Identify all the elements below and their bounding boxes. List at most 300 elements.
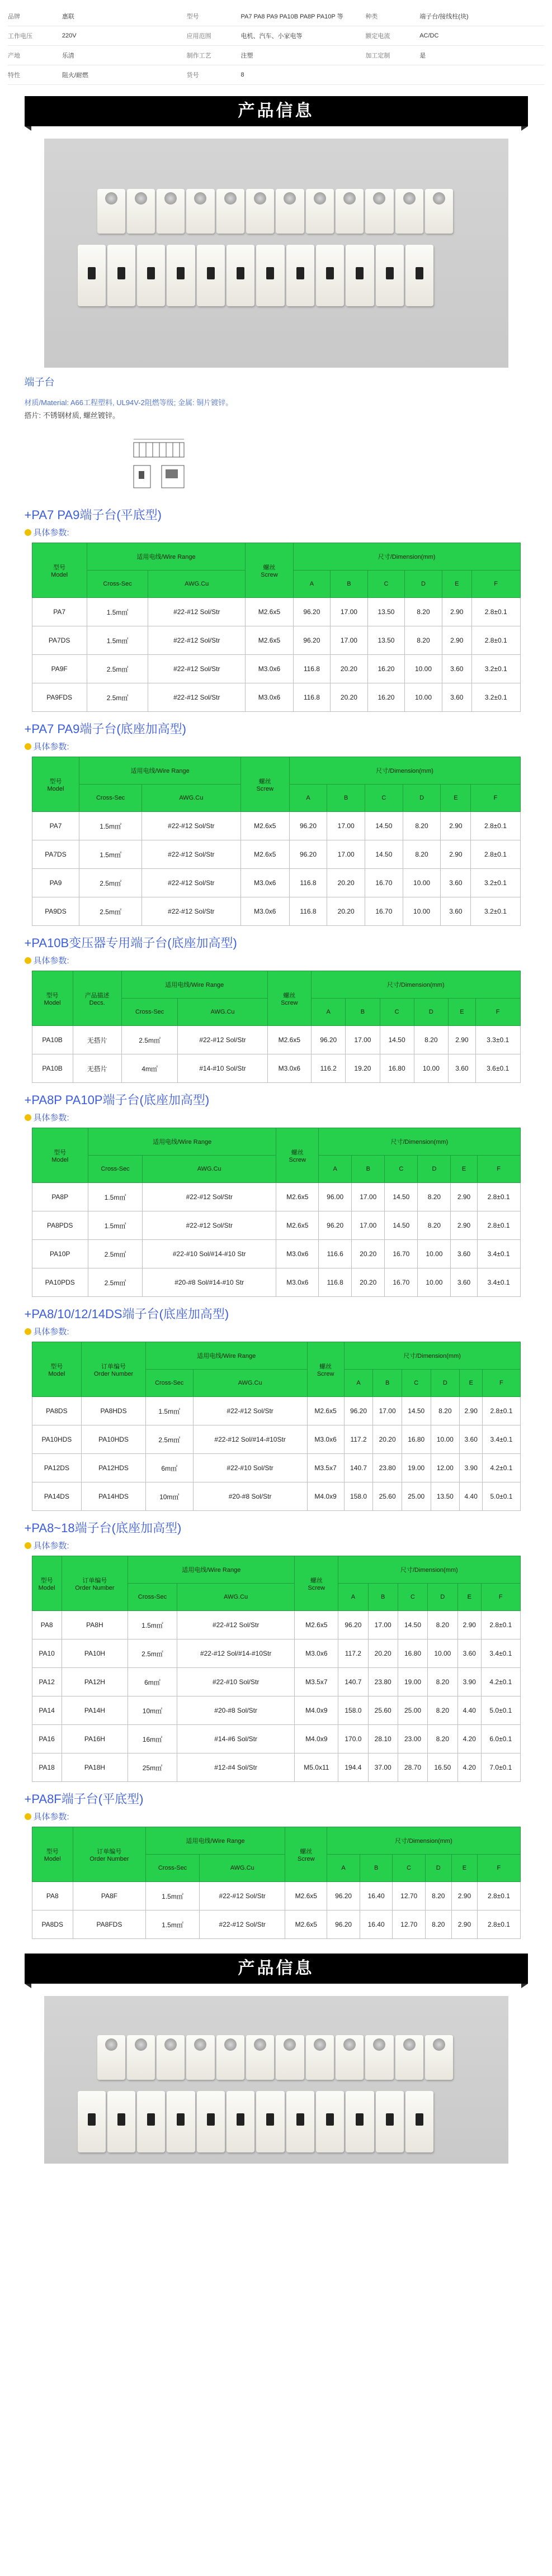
table-cell: 2.5m㎡ [145,1425,193,1454]
header-label-en: Order Number [75,1584,115,1591]
terminal-cell [246,2035,274,2080]
table-header [307,1342,344,1397]
table-subheader: A [312,999,346,1026]
table-cell: #22-#12 Sol/Str [143,1183,276,1211]
table-cell: 116.2 [312,1054,346,1083]
table-row [32,1753,520,1782]
table-subheader: B [373,1370,402,1397]
screw-head [284,2038,296,2051]
header-label: 螺丝 [310,1577,323,1584]
table-cell: 4.40 [457,1696,482,1725]
product-photo [44,139,508,368]
table-cell: 14.50 [398,1611,427,1639]
table-cell: #22-#12 Sol/Str [141,812,240,840]
terminal-cell [78,2091,106,2152]
section-subtitle-text: 具体参数: [33,528,69,538]
table-subheader: Cross-Sec [128,1584,177,1611]
attribute-value: PA7 PA8 PA9 PA10B PA8P PA10P 等 [240,13,343,20]
screw-head [284,192,296,205]
wire-hole [147,267,155,279]
section-title: +PA8P PA10P端子台(底座加高型) [24,1093,210,1107]
wire-hole [266,267,274,279]
table-cell: 10.00 [414,1054,448,1083]
table-row [32,1425,520,1454]
screw-head [433,192,445,205]
table-cell: 7.0±0.1 [482,1753,520,1782]
table-cell: 4m㎡ [121,1054,178,1083]
terminal-cell [186,189,214,234]
screw-head [194,2038,206,2051]
table-cell: PA9FDS [32,683,87,712]
table-cell: #22-#12 Sol/Str [148,598,246,626]
table-subheader: B [368,1584,398,1611]
header-label-en: Order Number [89,1855,129,1862]
table-cell: 116.6 [319,1240,352,1268]
table-cell: PA12DS [32,1454,82,1482]
table-cell: 96.20 [312,1026,346,1054]
terminal-strip-bottom-back [97,2035,455,2080]
table-header [73,971,121,1026]
header-label: 尺寸/Dimension(mm) [395,1838,452,1845]
table-cell: 2.8±0.1 [471,626,520,655]
table-header [32,1556,62,1611]
product-intro [25,374,528,498]
table-cell: PA14H [62,1696,128,1725]
table-cell: 20.20 [352,1240,385,1268]
table-cell: 14.50 [365,840,403,869]
header-label: 螺丝 [300,1848,313,1855]
bullet-icon [25,1114,31,1121]
table-cell: 5.0±0.1 [483,1482,520,1511]
attribute-table [0,0,552,85]
table-cell: 2.90 [451,1211,477,1240]
table-subheader: E [451,1156,477,1183]
screw-head [314,192,326,205]
table-subheader: F [471,571,520,598]
table-cell: 194.4 [338,1753,368,1782]
table-row [32,1910,520,1939]
table-cell: 8.20 [405,598,442,626]
table-header [121,971,267,999]
header-label-en: Model [44,999,61,1006]
terminal-strip-bottom-front [78,2091,436,2152]
table-header [32,543,87,598]
table-subheader: D [403,785,441,812]
table-header [145,1342,307,1370]
table-cell: #22-#10 Sol/Str [193,1454,307,1482]
wire-hole [207,267,215,279]
table-cell: M3.0x6 [267,1054,312,1083]
table-cell: 2.5m㎡ [88,1268,142,1297]
terminal-cell [306,2035,334,2080]
table-cell: 2.8±0.1 [471,812,520,840]
header-label-en: Model [48,1370,65,1377]
table-cell: 16.80 [398,1639,427,1668]
table-row [32,1183,520,1211]
wire-hole [326,267,334,279]
table-row [32,626,520,655]
table-cell: 1.5m㎡ [145,1910,199,1939]
table-row [32,1882,520,1910]
table-cell: #22-#12 Sol/#14-#10Str [177,1639,295,1668]
table-cell: 96.20 [338,1611,368,1639]
table-cell: 10.00 [418,1268,451,1297]
product-photo-bottom [44,1996,508,2164]
table-cell: M3.0x6 [276,1240,319,1268]
header-label: 型号 [49,778,62,785]
table-cell: 16.20 [367,655,405,683]
table-cell: M3.0x6 [276,1268,319,1297]
table-cell: 2.90 [442,598,471,626]
table-cell: 6.0±0.1 [482,1725,520,1753]
table-cell: PA9DS [32,897,79,926]
table-cell: M4.0x9 [295,1725,338,1753]
table-subheader: Cross-Sec [88,1156,142,1183]
table-header [32,971,73,1026]
terminal-cell [157,2035,185,2080]
table-cell: M3.0x6 [307,1425,344,1454]
header-label-en: Screw [298,1855,315,1862]
screw-head [343,192,356,205]
table-cell: 8.20 [428,1668,457,1696]
table-cell: 8.20 [425,1910,451,1939]
table-header [145,1827,285,1855]
table-cell: PA18 [32,1753,62,1782]
attribute-key: 制作工艺 [186,53,211,59]
table-cell: 2.90 [451,1882,478,1910]
wire-hole [117,267,125,279]
header-label: 订单编号 [101,1363,126,1370]
terminal-cell [97,2035,125,2080]
terminal-cell [365,2035,393,2080]
table-cell: 10.00 [418,1240,451,1268]
spec-table [32,971,521,1083]
table-header [246,543,293,598]
header-label-en: Model [47,785,64,792]
header-label: 螺丝 [258,778,271,785]
table-cell: 96.20 [327,1910,360,1939]
table-cell: 4.2±0.1 [483,1454,520,1482]
table-cell: 19.20 [346,1054,380,1083]
wire-hole [207,2113,215,2126]
wire-hole [237,2113,244,2126]
table-cell: 17.00 [331,598,368,626]
table-header [82,1342,146,1397]
table-cell: 96.20 [289,840,327,869]
table-subheader: AWG.Cu [143,1156,276,1183]
terminal-cell [395,189,423,234]
table-cell: 12.70 [393,1882,426,1910]
table-cell: 3.2±0.1 [471,897,520,926]
terminal-cell [216,2035,244,2080]
table-cell: 3.4±0.1 [482,1639,520,1668]
table-cell: 16.70 [385,1268,418,1297]
table-cell: 8.20 [405,626,442,655]
table-cell: #22-#12 Sol/Str [177,1611,295,1639]
table-cell: PA8 [32,1882,73,1910]
header-label: 尺寸/Dimension(mm) [400,1567,458,1574]
table-cell: 8.20 [418,1211,451,1240]
screw-head [135,2038,147,2051]
terminal-cell [376,245,404,306]
table-cell: PA7DS [32,840,79,869]
table-subheader: Cross-Sec [87,571,148,598]
table-subheader: A [327,1855,360,1882]
table-cell: 8.20 [425,1882,451,1910]
table-cell: 20.20 [352,1268,385,1297]
terminal-cell [227,2091,254,2152]
table-subheader: D [425,1855,451,1882]
bullet-icon [25,1542,31,1549]
table-cell: 2.90 [441,840,471,869]
table-cell: 19.00 [402,1454,431,1482]
table-cell: 16.70 [365,897,403,926]
attribute-key: 型号 [186,13,199,20]
table-subheader: Cross-Sec [79,785,141,812]
table-cell: PA10HDS [82,1425,146,1454]
header-label: 型号 [46,1848,59,1855]
table-row [32,1240,520,1268]
table-cell: PA10PDS [32,1268,88,1297]
table-cell: 3.2±0.1 [471,869,520,897]
table-subheader: F [482,1584,520,1611]
table-cell: 14.50 [380,1026,414,1054]
screw-head [224,192,237,205]
table-cell: 10.00 [403,869,441,897]
attribute-row [8,26,544,46]
spec-sections [0,498,552,1939]
table-cell: 16.40 [360,1882,393,1910]
attribute-key: 额定电流 [365,33,390,40]
screw-head [135,192,147,205]
table-cell: 13.50 [431,1482,460,1511]
table-cell: 23.80 [373,1454,402,1482]
screw-head [164,192,177,205]
attribute-value: 是 [419,53,426,59]
table-cell: 20.20 [327,897,365,926]
table-cell: 8.20 [403,840,441,869]
table-cell: 20.20 [331,683,368,712]
table-header [128,1556,295,1584]
table-header [289,757,520,785]
product-name: 端子台 [24,377,55,388]
attribute-key: 加工定制 [365,53,390,59]
table-subheader: E [457,1584,482,1611]
table-cell: 1.5m㎡ [87,598,148,626]
section-title: +PA8/10/12/14DS端子台(底座加高型) [24,1307,229,1321]
table-cell: PA8PDS [32,1211,88,1240]
table-cell: 2.8±0.1 [471,598,520,626]
table-subheader: E [451,1855,478,1882]
table-subheader: E [448,999,475,1026]
table-cell: 12.00 [431,1454,460,1482]
table-cell: 2.5m㎡ [79,897,141,926]
table-cell: 3.60 [457,1639,482,1668]
table-cell: 158.0 [344,1482,373,1511]
terminal-cell [405,245,433,306]
screw-head [254,2038,266,2051]
table-cell: 2.90 [442,626,471,655]
banner-title-bottom: 产品信息 [238,1959,314,1978]
header-label: 尺寸/Dimension(mm) [378,554,436,560]
table-cell: PA18H [62,1753,128,1782]
terminal-cell [256,245,284,306]
bullet-icon [25,743,31,750]
table-subheader: Cross-Sec [145,1855,199,1882]
table-row [32,1454,520,1482]
terminal-cell [167,245,195,306]
terminal-cell [425,189,453,234]
table-cell: #22-#12 Sol/Str [200,1910,285,1939]
wire-hole [266,2113,274,2126]
table-cell: #22-#10 Sol/#14-#10 Str [143,1240,276,1268]
screw-head [433,2038,445,2051]
table-header [327,1827,520,1855]
header-label-en: Screw [289,1156,306,1163]
table-cell: M2.6x5 [295,1611,338,1639]
terminal-cell [227,245,254,306]
table-cell: 16.70 [365,869,403,897]
spec-table [32,757,521,926]
table-subheader: AWG.Cu [178,999,267,1026]
header-label-en: Screw [317,1370,334,1377]
table-subheader: C [365,785,403,812]
table-cell: M3.5x7 [295,1668,338,1696]
table-cell: 96.20 [319,1211,352,1240]
table-cell: 16.50 [428,1753,457,1782]
terminal-cell [286,245,314,306]
section-title: +PA7 PA9端子台(平底型) [24,508,162,522]
table-cell: 3.90 [457,1668,482,1696]
terminal-cell [276,189,304,234]
header-label: 型号 [54,1149,67,1156]
table-cell: 96.00 [319,1183,352,1211]
table-cell: 16.20 [367,683,405,712]
material-text: 材质/Material: A66工程塑料, UL94V-2阻燃等级; 金属: 铜片镀锌。 [24,398,233,407]
terminal-cell [276,2035,304,2080]
table-cell: PA12HDS [82,1454,146,1482]
header-label: 适用电线/Wire Range [197,1353,256,1360]
section-subtitle-text: 具体参数: [33,1113,69,1123]
table-cell: 16.80 [402,1425,431,1454]
table-subheader: Cross-Sec [121,999,178,1026]
table-header [88,1128,276,1156]
table-cell: 28.70 [398,1753,427,1782]
wire-hole [147,2113,155,2126]
terminal-cell [197,245,225,306]
table-subheader: D [431,1370,460,1397]
table-subheader: F [478,1855,520,1882]
attribute-key: 应用范围 [186,33,211,40]
table-cell: 2.5m㎡ [128,1639,177,1668]
table-subheader: AWG.Cu [177,1584,295,1611]
terminal-cell [346,2091,374,2152]
table-cell: 23.00 [398,1725,427,1753]
table-row [32,840,520,869]
table-subheader: B [327,785,365,812]
table-row [32,1668,520,1696]
table-cell: 17.00 [368,1611,398,1639]
table-cell: 10.00 [431,1425,460,1454]
table-cell: 10.00 [405,655,442,683]
table-header [32,1342,82,1397]
wire-hole [386,2113,394,2126]
table-header [312,971,520,999]
table-cell: 17.00 [373,1397,402,1425]
table-cell: 116.8 [289,869,327,897]
table-cell: 19.00 [398,1668,427,1696]
table-cell: 4.20 [457,1753,482,1782]
table-cell: PA8P [32,1183,88,1211]
section-subtitle [25,526,528,538]
table-cell: 1.5m㎡ [88,1211,142,1240]
table-cell: M3.0x6 [295,1639,338,1668]
table-subheader: F [471,785,520,812]
table-header [293,543,520,571]
table-cell: PA12 [32,1668,62,1696]
table-row [32,1026,520,1054]
table-subheader: D [418,1156,451,1183]
terminal-cell [127,2035,155,2080]
banner-title: 产品信息 [238,102,314,120]
terminal-cell [405,2091,433,2152]
table-cell: 170.0 [338,1725,368,1753]
table-cell: 25.00 [402,1482,431,1511]
table-subheader: B [352,1156,385,1183]
table-cell: 14.50 [365,812,403,840]
section-subtitle-text: 具体参数: [33,1812,69,1822]
header-label: 螺丝 [319,1363,332,1370]
table-row [32,869,520,897]
table-row [32,1054,520,1083]
spec-table [32,1827,521,1939]
table-cell: 16.80 [380,1054,414,1083]
wire-hole [416,267,423,279]
header-label: 适用电线/Wire Range [186,1838,245,1845]
table-header [338,1556,520,1584]
table-cell: 37.00 [368,1753,398,1782]
header-label-en: Decs. [89,999,105,1006]
table-cell: 2.90 [441,812,471,840]
table-cell: 10.00 [405,683,442,712]
table-cell: 3.60 [441,897,471,926]
header-label-en: Screw [308,1584,325,1591]
spec-table [32,543,521,712]
table-cell: PA7 [32,812,79,840]
table-cell: 4.20 [457,1725,482,1753]
table-cell: PA8 [32,1611,62,1639]
table-cell: 96.20 [289,812,327,840]
table-cell: M4.0x9 [295,1696,338,1725]
table-cell: 2.5m㎡ [88,1240,142,1268]
table-subheader: B [331,571,368,598]
table-subheader: B [346,999,380,1026]
screw-head [314,2038,326,2051]
table-subheader: D [405,571,442,598]
wire-hole [237,267,244,279]
table-header [344,1342,520,1370]
table-cell: 28.10 [368,1725,398,1753]
table-cell: PA14 [32,1696,62,1725]
header-label: 型号 [40,1577,53,1584]
terminal-cell [157,189,185,234]
terminal-cell [365,189,393,234]
table-cell: 1.5m㎡ [79,840,141,869]
table-cell: M3.5x7 [307,1454,344,1482]
table-cell: M2.6x5 [276,1211,319,1240]
table-cell: 14.50 [402,1397,431,1425]
table-cell: 2.5m㎡ [87,655,148,683]
